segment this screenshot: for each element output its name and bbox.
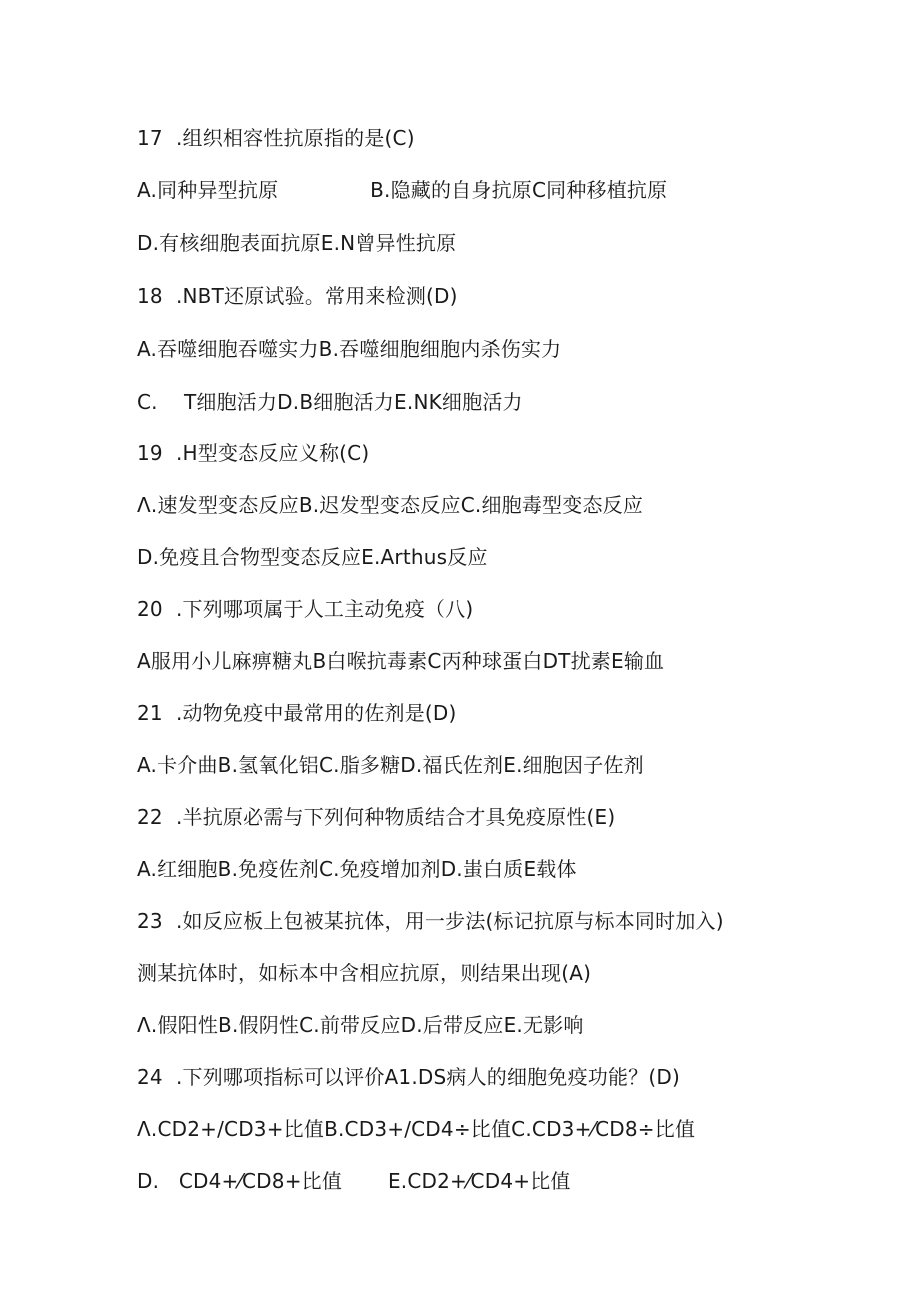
question-18-stem: 18 .NBT还原试验。常用来检测(D) xyxy=(137,284,458,308)
question-21-stem: 21 .动物免疫中最常用的佐剂是(D) xyxy=(137,701,457,725)
question-17-options-line-2: D.有核细胞表面抗原E.N曾异性抗原 xyxy=(137,231,457,255)
question-18-options-line-2: C. T细胞活力D.B细胞活力E.NK细胞活力 xyxy=(137,390,523,414)
question-20-stem: 20 .下列哪项属于人工主动免疫（八) xyxy=(137,597,474,621)
question-18-options-line-1: A.吞噬细胞吞噬实力B.吞噬细胞细胞内杀伤实力 xyxy=(137,337,562,361)
question-24-options-line-2: D. CD4+⁄CD8+比值 E.CD2+⁄CD4+比值 xyxy=(137,1169,571,1193)
question-23-stem-line-2: 测某抗体时，如标本中含相应抗原，则结果出现(A) xyxy=(137,961,592,985)
question-23-options: Λ.假阳性B.假阴性C.前带反应D.后带反应E.无影响 xyxy=(137,1013,584,1037)
question-24-stem: 24 .下列哪项指标可以评价A1.DS病人的细胞免疫功能？(D) xyxy=(137,1065,680,1089)
question-17-options-line-1: A.同种异型抗原 B.隐藏的自身抗原C同种移植抗原 xyxy=(137,178,668,202)
question-24-options-line-1: Λ.CD2+/CD3+比值B.CD3+/CD4÷比值C.CD3+⁄CD8÷比值 xyxy=(137,1117,696,1141)
question-21-options: A.卡介曲B.氢氧化铝C.脂多糖D.福氏佐剂E.细胞因子佐剂 xyxy=(137,753,644,777)
question-17-stem: 17 .组织相容性抗原指的是(C) xyxy=(137,126,415,150)
question-22-stem: 22 .半抗原必需与下列何种物质结合才具免疫原性(E) xyxy=(137,805,616,829)
question-19-options-line-1: Λ.速发型变态反应B.迟发型变态反应C.细胞毒型变态反应 xyxy=(137,493,644,517)
question-19-options-line-2: D.免疫且合物型变态反应E.Arthus反应 xyxy=(137,545,488,569)
question-19-stem: 19 .H型变态反应义称(C) xyxy=(137,441,370,465)
question-22-options: A.红细胞B.免疫佐剂C.免疫增加剂D.蚩白质E载体 xyxy=(137,857,577,881)
question-23-stem-line-1: 23 .如反应板上包被某抗体，用一步法(标记抗原与标本同时加入) xyxy=(137,909,724,933)
question-20-options: A服用小儿麻痹糖丸B白喉抗毒素C丙种球蛋白DT扰素E输血 xyxy=(137,649,665,673)
